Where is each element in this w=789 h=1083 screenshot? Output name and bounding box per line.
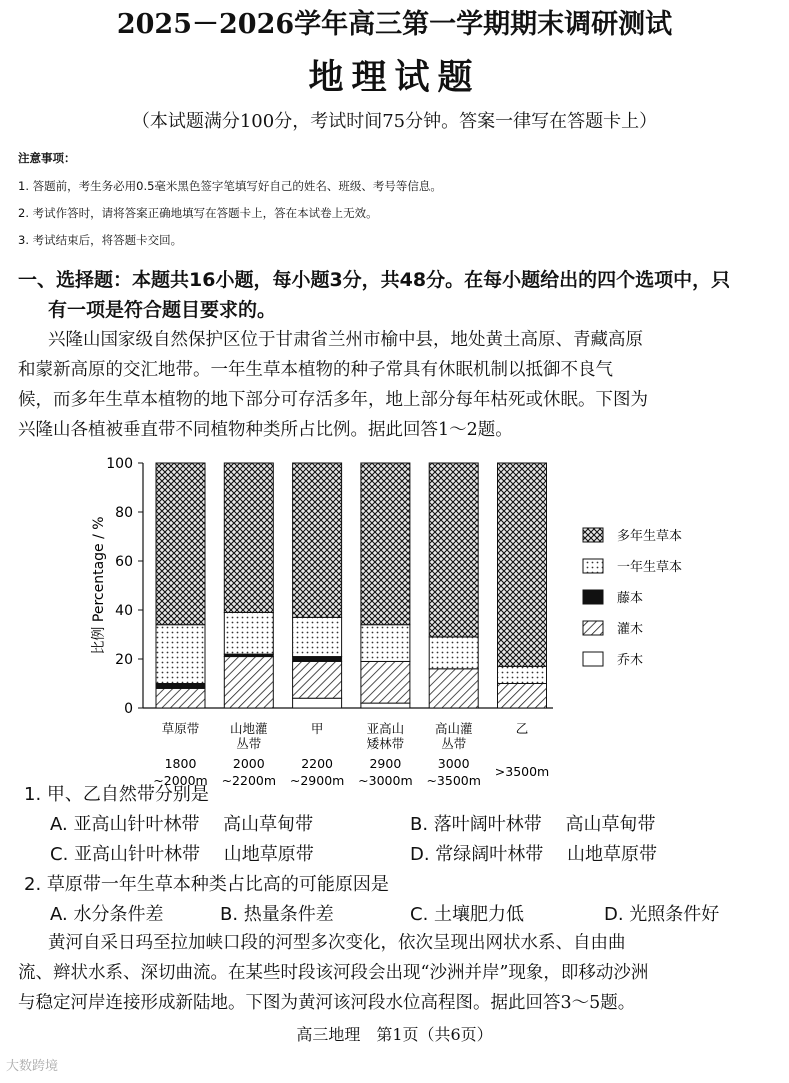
legend-label: 灌木: [617, 622, 644, 637]
legend-swatch: [583, 559, 603, 573]
x-elevation-label: 2200: [301, 756, 334, 771]
y-tick-label: 60: [115, 554, 133, 570]
y-axis-label: 比例 Percentage / %: [91, 516, 107, 655]
option-c[interactable]: C. 土壤肥力低: [410, 904, 525, 925]
x-elevation-label: ~2900m: [289, 773, 345, 785]
option-b[interactable]: B. 落叶阔叶林带 高山草甸带: [410, 814, 656, 835]
question-stem: 2. 草原带一年生草本种类占比高的可能原因是: [24, 874, 389, 895]
x-category-label: 山地灌: [230, 721, 268, 736]
bar-segment: [361, 661, 410, 703]
question-stem: 1. 甲、乙自然带分别是: [24, 784, 209, 805]
x-elevation-label: ~2000m: [153, 773, 208, 785]
bar-segment: [429, 637, 478, 669]
passage-line: 流、辫状水系、深切曲流。在某些时段该河段会出现“沙洲并岸”现象，即移动沙洲: [18, 963, 649, 983]
option-d[interactable]: D. 光照条件好: [604, 904, 720, 925]
bar-segment: [361, 703, 410, 708]
bar-segment: [293, 617, 342, 656]
exam-title: 2025－2026学年高三第一学期期末调研测试: [116, 9, 673, 40]
x-category-label: 丛带: [236, 736, 262, 751]
x-category-label: 草原带: [161, 721, 200, 736]
passage-1: [18, 325, 778, 445]
passage-line: 兴隆山各植被垂直带不同植物种类所占比例。据此回答1～2题。: [18, 420, 513, 440]
bar-segment: [156, 688, 205, 708]
section-line-1: 一、选择题：本题共16小题，每小题3分，共48分。在每小题给出的四个选项中，只: [18, 269, 731, 291]
passage-line: 候，而多年生草本植物的地下部分可存活多年，地上部分每年枯死或休眠。下图为: [18, 390, 648, 410]
option-d[interactable]: D. 常绿阔叶林带 山地草原带: [410, 844, 658, 865]
x-elevation-label: ~2200m: [221, 773, 277, 785]
bar-segment: [361, 463, 410, 625]
bar-segment: [224, 463, 273, 612]
passage-line: 黄河自采日玛至拉加峡口段的河型多次变化，依次呈现出网状水系、自由曲: [48, 933, 626, 953]
legend-swatch: [583, 652, 603, 666]
section-heading: [18, 265, 778, 325]
subject-title: 地理试题: [308, 57, 481, 98]
legend-label: 乔木: [617, 653, 644, 668]
option-b[interactable]: B. 热量条件差: [220, 904, 334, 925]
bar-segment: [361, 625, 410, 662]
option-a[interactable]: A. 水分条件差: [50, 904, 164, 925]
notice-item: 1. 答题前，考生务必用0.5毫米黑色签字笔填写好自己的姓名、班级、考号等信息。: [18, 179, 442, 193]
bar-segment: [293, 698, 342, 708]
x-category-label: 丛带: [441, 736, 467, 751]
bar-segment: [224, 612, 273, 654]
legend-label: 多年生草本: [617, 529, 683, 544]
x-elevation-label: >3500m: [494, 764, 550, 779]
legend-swatch: [583, 528, 603, 542]
questions: [24, 780, 774, 930]
bar-segment: [498, 666, 547, 683]
legend-label: 一年生草本: [617, 560, 683, 575]
y-tick-label: 20: [115, 652, 133, 668]
passage-2: [18, 928, 778, 1018]
x-elevation-label: ~3500m: [426, 773, 481, 785]
bar-segment: [293, 463, 342, 617]
y-tick-label: 0: [124, 701, 133, 717]
y-tick-label: 100: [106, 456, 133, 472]
page-footer: 高三地理 第1页（共6页）: [296, 1025, 493, 1044]
passage-line: 与稳定河岸连接形成新陆地。下图为黄河该河段水位高程图。据此回答3～5题。: [18, 993, 636, 1013]
bar-segment: [429, 669, 478, 708]
x-elevation-label: 2900: [369, 756, 402, 771]
x-elevation-label: 2000: [232, 756, 265, 771]
x-elevation-label: 3000: [437, 756, 470, 771]
bar-segment: [156, 684, 205, 689]
bar-segment: [156, 463, 205, 625]
watermark: 大数跨境: [6, 1059, 59, 1074]
passage-line: 兴隆山国家级自然保护区位于甘肃省兰州市榆中县，地处黄土高原、青藏高原: [48, 330, 643, 350]
notices-heading: 注意事项：: [18, 151, 76, 165]
x-category-label: 甲: [310, 721, 324, 736]
section-line-2: 有一项是符合题目要求的。: [48, 299, 277, 321]
bar-segment: [498, 684, 547, 709]
legend-label: 藤本: [617, 591, 644, 606]
bar-segment: [293, 661, 342, 698]
notice-item: 3. 考试结束后，将答题卡交回。: [18, 233, 183, 247]
notice-item: 2. 考试作答时，请将答案正确地填写在答题卡上，答在本试卷上无效。: [18, 206, 378, 220]
bar-segment: [429, 463, 478, 637]
passage-line: 和蒙新高原的交汇地带。一年生草本植物的种子常具有休眠机制以抵御不良气: [18, 360, 613, 380]
y-tick-label: 40: [115, 603, 133, 619]
x-category-label: 乙: [515, 721, 529, 736]
vegetation-stacked-bar-chart: [0, 445, 789, 785]
legend-swatch: [583, 621, 603, 635]
bar-segment: [498, 463, 547, 666]
bar-segment: [156, 625, 205, 684]
x-elevation-label: 1800: [164, 756, 197, 771]
notices: [18, 150, 442, 259]
bar-segment: [224, 657, 273, 708]
bar-segment: [293, 657, 342, 662]
x-category-label: 矮林带: [366, 736, 405, 751]
option-c[interactable]: C. 亚高山针叶林带 山地草原带: [50, 844, 314, 865]
x-category-label: 亚高山: [366, 721, 405, 736]
x-category-label: 高山灌: [434, 721, 473, 736]
legend-swatch: [583, 590, 603, 604]
x-elevation-label: ~3000m: [358, 773, 413, 785]
option-a[interactable]: A. 亚高山针叶林带 高山草甸带: [50, 814, 314, 835]
y-tick-label: 80: [115, 505, 133, 521]
exam-note: （本试题满分100分，考试时间75分钟。答案一律写在答题卡上）: [131, 111, 658, 132]
